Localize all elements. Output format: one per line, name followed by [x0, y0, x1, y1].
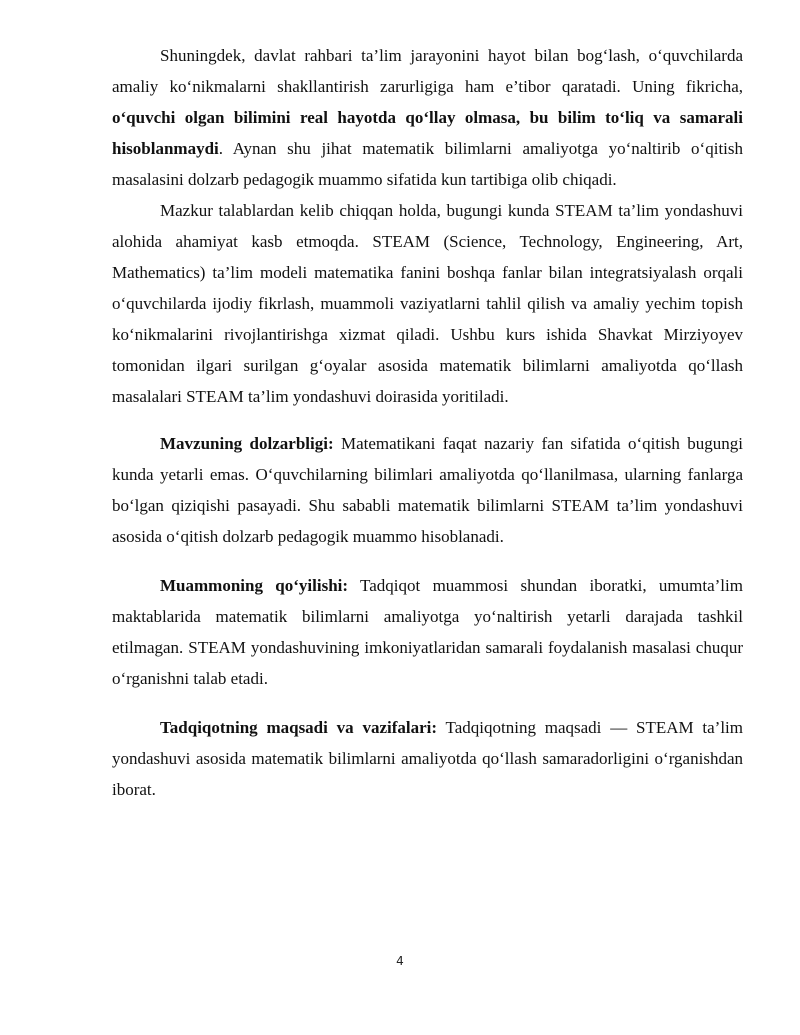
paragraph-2	[112, 195, 743, 412]
paragraph-2-text: Mazkur talablardan kelib chiqqan holda, bugungi kunda STEAM ta’lim yondashuvi alohida ahamiyat kasb etmoqda. STEAM (Science, Technology, Engineering, Art, Mathematics) ta’lim modeli matematika fanini boshqa fanlar bilan integratsiyalash orqali o‘quvchilarda ijodiy fikrlash, muammoli vaziyatlarni tahlil qilish va amaliy yechim topish ko‘nikmalarini rivojlantirishga xizmat qiladi. Ushbu kurs ishida Shavkat Mirziyoyev tomonidan ilgari surilgan g‘oyalar asosida matematik bilimlarni amaliyotda qo‘llash masalalari STEAM ta’lim yondashuvi doirasida yoritiladi.	[112, 201, 743, 406]
relevance-heading: Mavzuning dolzarbligi:	[160, 434, 334, 453]
paragraph-1	[112, 40, 743, 195]
goals-heading: Tadqiqotning maqsadi va vazifalari:	[160, 718, 438, 737]
paragraph-goals	[112, 712, 743, 805]
page-number: 4	[396, 954, 404, 968]
goals-text: Tadqiqotning maqsadi — STEAM ta’lim yondashuvi asosida matematik bilimlarni amaliyotda qo‘llash samaradorligini o‘rganishdan iborat.	[112, 718, 743, 799]
paragraph-1-text-before: Shuningdek, davlat rahbari ta’lim jarayonini hayot bilan bog‘lash, o‘quvchilarda amaliy ko‘nikmalarni shakllantirish zarurligiga ham e’tibor qaratadi. Uning fikricha,	[112, 46, 743, 96]
document-page	[112, 40, 743, 805]
relevance-text: Matematikani faqat nazariy fan sifatida o‘qitish bugungi kunda yetarli emas. O‘quvchilarning bilimlari amaliyotda qo‘llanilmasa, ularning fanlarga bo‘lgan qiziqishi pasayadi. Shu sababli matematik bilimlarni STEAM ta’lim yondashuvi asosida o‘qitish dolzarb pedagogik muammo hisoblanadi.	[112, 434, 744, 546]
paragraph-1-bold-quote: o‘quvchi olgan bilimini real hayotda qo‘llay olmasa, bu bilim to‘liq va samarali hisoblanmaydi	[112, 108, 743, 158]
problem-text: Tadqiqot muammosi shundan iboratki, umumta’lim maktablarida matematik bilimlarni amaliyotga yo‘naltirish yetarli darajada tashkil etilmagan. STEAM yondashuvining imkoniyatlaridan samarali foydalanish masalasi chuqur o‘rganishni talab etadi.	[112, 576, 743, 688]
problem-heading: Muammoning qo‘yilishi:	[160, 576, 349, 595]
paragraph-relevance	[112, 428, 743, 552]
paragraph-1-text-after: . Aynan shu jihat matematik bilimlarni amaliyotga yo‘naltirib o‘qitish masalasini dolzarb pedagogik muammo sifatida kun tartibiga olib chiqadi.	[112, 139, 743, 189]
paragraph-problem	[112, 570, 743, 694]
